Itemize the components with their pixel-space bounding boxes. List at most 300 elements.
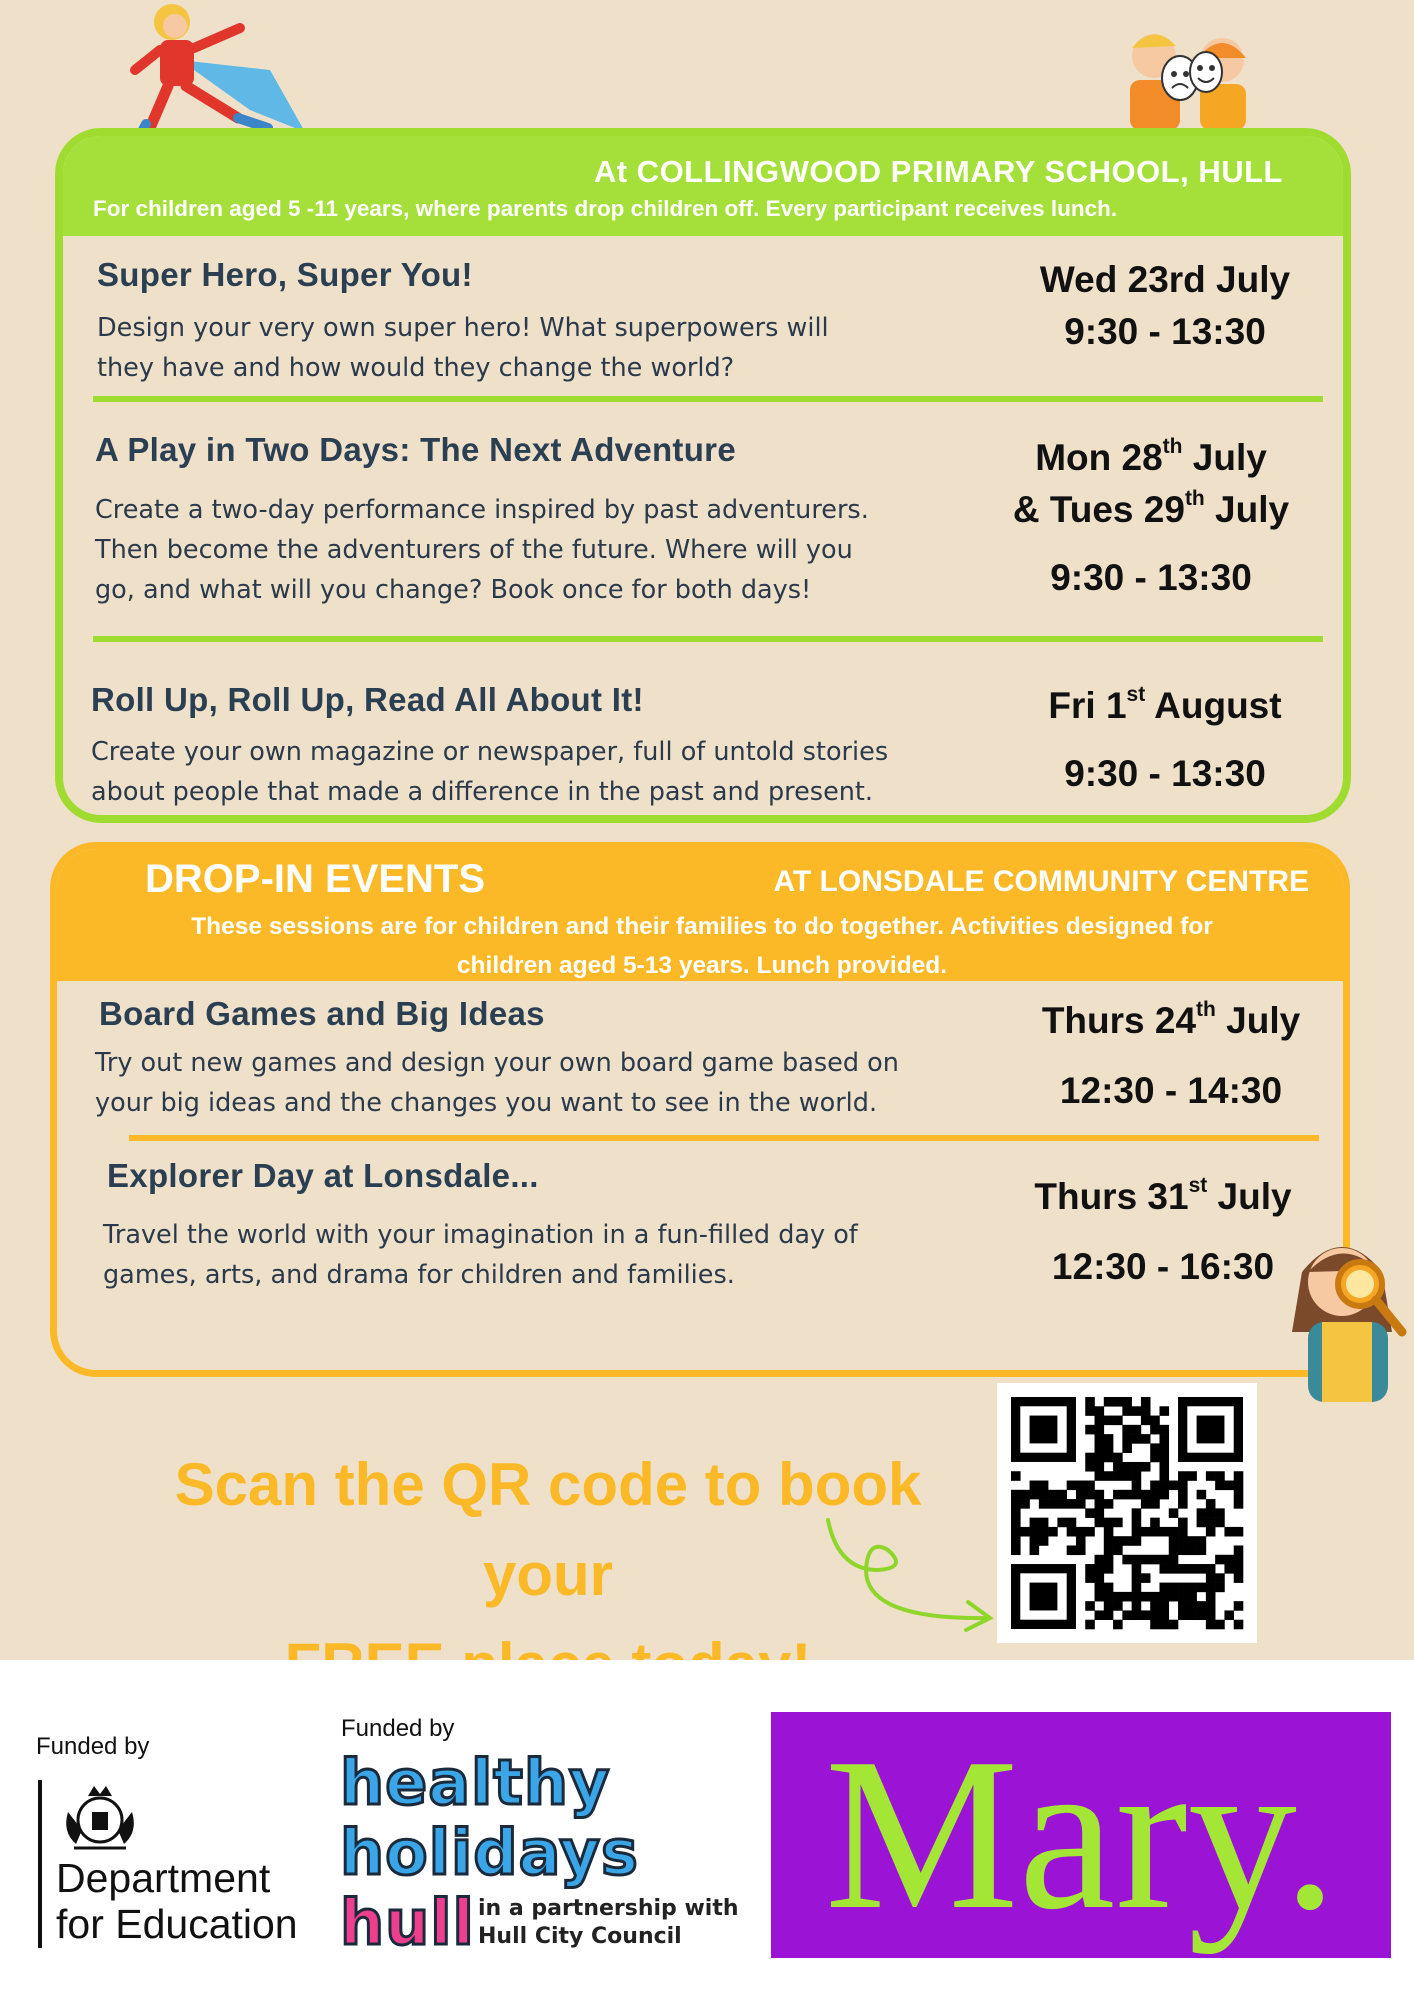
- qr-module: [1234, 1620, 1244, 1630]
- event-date-line: [1005, 680, 1325, 732]
- qr-module: [1095, 1583, 1105, 1593]
- qr-module: [1141, 1416, 1151, 1426]
- qr-module: [1122, 1434, 1132, 1444]
- qr-module: [1159, 1527, 1169, 1537]
- qr-module: [1067, 1499, 1077, 1509]
- qr-module: [1150, 1443, 1160, 1453]
- qr-module: [1030, 1545, 1040, 1555]
- qr-module: [1104, 1564, 1114, 1574]
- qr-module: [1057, 1499, 1067, 1509]
- qr-module: [1067, 1481, 1077, 1491]
- event-title: Explorer Day at Lonsdale...: [107, 1157, 539, 1194]
- qr-module: [1150, 1527, 1160, 1537]
- date-day: & Tues 29: [1012, 489, 1185, 530]
- event-time: 12:30 - 14:30: [1059, 1070, 1283, 1111]
- qr-module: [1122, 1397, 1132, 1407]
- booking-qr-code[interactable]: [997, 1383, 1257, 1643]
- qr-module: [1150, 1518, 1160, 1528]
- qr-module: [1206, 1592, 1216, 1602]
- qr-module: [1187, 1601, 1197, 1611]
- qr-module: [1095, 1490, 1105, 1500]
- qr-module: [1141, 1610, 1151, 1620]
- qr-module: [1057, 1490, 1067, 1500]
- event-divider: [93, 636, 1323, 642]
- hh-partnership-text: [478, 1895, 739, 1951]
- qr-code-icon: [997, 1383, 1257, 1643]
- date-day: Fri 1: [1048, 685, 1127, 726]
- qr-module: [1206, 1518, 1216, 1528]
- qr-module: [1132, 1518, 1142, 1528]
- qr-module: [1159, 1425, 1169, 1435]
- qr-module: [1206, 1583, 1216, 1593]
- event-date: [1005, 680, 1325, 800]
- date-day: Thurs 24: [1041, 1000, 1197, 1041]
- qr-finder-pattern: [1197, 1416, 1225, 1444]
- qr-module: [1048, 1490, 1058, 1500]
- qr-module: [1095, 1518, 1105, 1528]
- qr-module: [1178, 1610, 1188, 1620]
- qr-module: [1095, 1434, 1105, 1444]
- qr-module: [1159, 1434, 1169, 1444]
- hh-partner-line: Hull City Council: [478, 1924, 682, 1949]
- qr-module: [1020, 1490, 1030, 1500]
- event-description: [95, 1043, 1055, 1123]
- curly-arrow-icon: [818, 1510, 1008, 1640]
- qr-module: [1030, 1527, 1040, 1537]
- qr-module: [1169, 1545, 1179, 1555]
- qr-module: [1150, 1555, 1160, 1565]
- qr-module: [1197, 1564, 1207, 1574]
- event-desc-line: about people that made a difference in the past and present.: [91, 777, 874, 807]
- qr-module: [1122, 1536, 1132, 1546]
- qr-module: [1215, 1555, 1225, 1565]
- event-description: [97, 308, 997, 388]
- event-date: [991, 432, 1311, 604]
- qr-module: [1178, 1601, 1188, 1611]
- qr-module: [1085, 1397, 1095, 1407]
- qr-module: [1224, 1610, 1234, 1620]
- qr-module: [1085, 1462, 1095, 1472]
- hh-partner-line: in a partnership with: [478, 1896, 739, 1921]
- qr-module: [1057, 1518, 1067, 1528]
- qr-module: [1215, 1471, 1225, 1481]
- date-month: August: [1145, 685, 1282, 726]
- qr-module: [1215, 1508, 1225, 1518]
- dropin-venue: AT LONSDALE COMMUNITY CENTRE: [773, 865, 1309, 898]
- qr-module: [1122, 1443, 1132, 1453]
- qr-module: [1234, 1545, 1244, 1555]
- date-suffix: th: [1196, 997, 1216, 1021]
- qr-module: [1048, 1527, 1058, 1537]
- qr-module: [1011, 1508, 1021, 1518]
- dfe-logo-text: [56, 1855, 298, 1947]
- qr-module: [1169, 1592, 1179, 1602]
- qr-module: [1076, 1481, 1086, 1491]
- qr-module: [1095, 1592, 1105, 1602]
- qr-module: [1113, 1453, 1123, 1463]
- qr-module: [1095, 1499, 1105, 1509]
- event-description: [95, 490, 995, 610]
- qr-module: [1141, 1406, 1151, 1416]
- qr-module: [1159, 1481, 1169, 1491]
- qr-module: [1095, 1555, 1105, 1565]
- qr-module: [1159, 1610, 1169, 1620]
- event-desc-line: games, arts, and drama for children and families.: [103, 1260, 735, 1290]
- qr-module: [1104, 1610, 1114, 1620]
- qr-module: [1169, 1481, 1179, 1491]
- qr-module: [1122, 1610, 1132, 1620]
- qr-module: [1132, 1573, 1142, 1583]
- qr-module: [1122, 1462, 1132, 1472]
- event-description: [91, 732, 1031, 812]
- mary-logo: [771, 1712, 1391, 1958]
- qr-module: [1076, 1536, 1086, 1546]
- qr-module: [1104, 1434, 1114, 1444]
- qr-module: [1187, 1545, 1197, 1555]
- qr-module: [1224, 1555, 1234, 1565]
- qr-module: [1085, 1601, 1095, 1611]
- qr-module: [1030, 1536, 1040, 1546]
- qr-module: [1206, 1620, 1216, 1630]
- qr-module: [1178, 1536, 1188, 1546]
- qr-module: [1215, 1481, 1225, 1491]
- qr-module: [1085, 1481, 1095, 1491]
- qr-module: [1187, 1610, 1197, 1620]
- qr-module: [1197, 1490, 1207, 1500]
- qr-module: [1095, 1453, 1105, 1463]
- qr-module: [1132, 1481, 1142, 1491]
- qr-module: [1159, 1601, 1169, 1611]
- event-desc-line: Design your very own super hero! What superpowers will: [97, 313, 829, 343]
- qr-module: [1178, 1499, 1188, 1509]
- qr-module: [1150, 1490, 1160, 1500]
- date-month: July: [1182, 437, 1267, 478]
- qr-module: [1215, 1583, 1225, 1593]
- qr-module: [1159, 1620, 1169, 1630]
- event-description: [103, 1215, 1003, 1295]
- qr-module: [1159, 1453, 1169, 1463]
- qr-module: [1169, 1583, 1179, 1593]
- mary-logo-text: Mary.: [824, 1714, 1338, 1955]
- qr-module: [1150, 1620, 1160, 1630]
- qr-module: [1132, 1564, 1142, 1574]
- qr-module: [1178, 1592, 1188, 1602]
- event-desc-line: Create your own magazine or newspaper, full of untold stories: [91, 737, 889, 767]
- date-suffix: st: [1126, 682, 1146, 706]
- qr-module: [1067, 1527, 1077, 1537]
- qr-module: [1141, 1434, 1151, 1444]
- qr-module: [1141, 1555, 1151, 1565]
- date-month: July: [1215, 1000, 1301, 1041]
- qr-module: [1224, 1527, 1234, 1537]
- qr-module: [1132, 1508, 1142, 1518]
- healthy-holidays-logo-word: hull: [340, 1886, 475, 1959]
- qr-module: [1234, 1555, 1244, 1565]
- event-date: [1003, 1171, 1323, 1293]
- qr-module: [1076, 1527, 1086, 1537]
- qr-module: [1150, 1481, 1160, 1491]
- qr-module: [1095, 1471, 1105, 1481]
- qr-module: [1104, 1499, 1114, 1509]
- qr-module: [1159, 1471, 1169, 1481]
- drama-kids-illustration: [1110, 18, 1270, 133]
- qr-module: [1011, 1499, 1021, 1509]
- qr-module: [1159, 1406, 1169, 1416]
- qr-module: [1030, 1490, 1040, 1500]
- qr-module: [1104, 1527, 1114, 1537]
- qr-module: [1141, 1592, 1151, 1602]
- qr-module: [1234, 1471, 1244, 1481]
- qr-module: [1113, 1601, 1123, 1611]
- qr-module: [1085, 1573, 1095, 1583]
- event-date-line: [991, 432, 1311, 484]
- qr-finder-pattern: [1030, 1416, 1058, 1444]
- qr-module: [1113, 1471, 1123, 1481]
- school-venue: At COLLINGWOOD PRIMARY SCHOOL, HULL: [593, 154, 1283, 189]
- qr-module: [1159, 1462, 1169, 1472]
- event-desc-line: Travel the world with your imagination in a fun-filled day of: [103, 1220, 858, 1250]
- qr-module: [1085, 1490, 1095, 1500]
- qr-module: [1132, 1592, 1142, 1602]
- qr-module: [1206, 1499, 1216, 1509]
- qr-module: [1159, 1443, 1169, 1453]
- qr-module: [1141, 1499, 1151, 1509]
- qr-module: [1159, 1592, 1169, 1602]
- qr-module: [1150, 1592, 1160, 1602]
- qr-module: [1104, 1397, 1114, 1407]
- qr-module: [1169, 1555, 1179, 1565]
- qr-finder-pattern: [1030, 1583, 1058, 1611]
- qr-module: [1178, 1481, 1188, 1491]
- qr-module: [1095, 1406, 1105, 1416]
- qr-module: [1197, 1601, 1207, 1611]
- qr-module: [1104, 1453, 1114, 1463]
- dropin-heading: DROP-IN EVENTS: [145, 857, 486, 901]
- qr-module: [1206, 1471, 1216, 1481]
- qr-module: [1141, 1462, 1151, 1472]
- event-desc-line: your big ideas and the changes you want to see in the world.: [95, 1088, 878, 1118]
- qr-module: [1104, 1416, 1114, 1426]
- event-date-line: Wed 23rd July: [1039, 259, 1291, 300]
- healthy-holidays-logo-word: holidays: [340, 1816, 639, 1889]
- qr-module: [1141, 1573, 1151, 1583]
- qr-module: [1095, 1425, 1105, 1435]
- qr-module: [1187, 1471, 1197, 1481]
- dfe-line: Department: [56, 1855, 271, 1901]
- qr-module: [1159, 1564, 1169, 1574]
- qr-module: [1159, 1490, 1169, 1500]
- qr-module: [1234, 1564, 1244, 1574]
- qr-module: [1085, 1406, 1095, 1416]
- qr-module: [1113, 1592, 1123, 1602]
- funded-by-label: Funded by: [36, 1733, 150, 1760]
- qr-module: [1122, 1490, 1132, 1500]
- qr-module: [1234, 1527, 1244, 1537]
- qr-module: [1104, 1592, 1114, 1602]
- qr-module: [1067, 1545, 1077, 1555]
- qr-module: [1197, 1508, 1207, 1518]
- qr-module: [1197, 1583, 1207, 1593]
- cta-line: Scan the QR code to book your: [174, 1451, 922, 1608]
- event-title: Roll Up, Roll Up, Read All About It!: [91, 681, 644, 718]
- qr-module: [1030, 1481, 1040, 1491]
- qr-module: [1132, 1490, 1142, 1500]
- qr-module: [1215, 1573, 1225, 1583]
- qr-module: [1122, 1555, 1132, 1565]
- qr-module: [1206, 1601, 1216, 1611]
- qr-module: [1169, 1564, 1179, 1574]
- event-time: 9:30 - 13:30: [1064, 753, 1266, 794]
- event-desc-line: go, and what will you change? Book once for both days!: [95, 575, 812, 605]
- school-panel-header: [63, 136, 1343, 236]
- qr-module: [1011, 1527, 1021, 1537]
- qr-module: [1234, 1573, 1244, 1583]
- qr-module: [1150, 1425, 1160, 1435]
- qr-module: [1104, 1471, 1114, 1481]
- date-day: Mon 28: [1035, 437, 1163, 478]
- qr-module: [1215, 1620, 1225, 1630]
- event-desc-line: Then become the adventurers of the future. Where will you: [95, 535, 853, 565]
- event-date-line: [1003, 1171, 1323, 1223]
- qr-module: [1197, 1536, 1207, 1546]
- qr-module: [1132, 1583, 1142, 1593]
- qr-module: [1076, 1499, 1086, 1509]
- qr-module: [1011, 1545, 1021, 1555]
- qr-module: [1020, 1527, 1030, 1537]
- qr-module: [1197, 1518, 1207, 1528]
- qr-module: [1132, 1406, 1142, 1416]
- qr-module: [1104, 1555, 1114, 1565]
- qr-module: [1085, 1425, 1095, 1435]
- dropin-subtitle-line: children aged 5-13 years. Lunch provided.: [456, 952, 948, 979]
- school-subtitle: For children aged 5 -11 years, where parents drop children off. Every participant receives lunch.: [93, 196, 1118, 221]
- qr-module: [1011, 1471, 1021, 1481]
- event-title: Board Games and Big Ideas: [99, 995, 545, 1032]
- qr-module: [1141, 1527, 1151, 1537]
- qr-module: [1224, 1564, 1234, 1574]
- event-title: Super Hero, Super You!: [97, 256, 473, 293]
- qr-module: [1132, 1434, 1142, 1444]
- funded-by-label: Funded by: [341, 1715, 455, 1742]
- qr-module: [1039, 1481, 1049, 1491]
- event-date-line: [991, 484, 1311, 536]
- qr-module: [1011, 1490, 1021, 1500]
- event-date-line: [1011, 995, 1331, 1047]
- qr-module: [1039, 1518, 1049, 1528]
- qr-module: [1234, 1499, 1244, 1509]
- qr-module: [1178, 1490, 1188, 1500]
- date-suffix: th: [1162, 434, 1183, 458]
- qr-module: [1085, 1508, 1095, 1518]
- qr-module: [1113, 1545, 1123, 1555]
- qr-module: [1095, 1573, 1105, 1583]
- royal-crest-icon: [60, 1782, 140, 1856]
- qr-module: [1104, 1601, 1114, 1611]
- qr-module: [1076, 1490, 1086, 1500]
- qr-module: [1113, 1536, 1123, 1546]
- qr-module: [1234, 1490, 1244, 1500]
- qr-module: [1104, 1518, 1114, 1528]
- qr-module: [1122, 1592, 1132, 1602]
- qr-module: [1020, 1499, 1030, 1509]
- qr-module: [1113, 1397, 1123, 1407]
- dropin-subtitle: [87, 907, 1317, 985]
- qr-module: [1169, 1620, 1179, 1630]
- qr-module: [1011, 1518, 1021, 1528]
- qr-module: [1132, 1536, 1142, 1546]
- qr-module: [1095, 1462, 1105, 1472]
- qr-module: [1206, 1564, 1216, 1574]
- qr-module: [1085, 1527, 1095, 1537]
- qr-module: [1104, 1536, 1114, 1546]
- dropin-panel-header: [57, 849, 1343, 981]
- qr-module: [1067, 1518, 1077, 1528]
- qr-module: [1039, 1499, 1049, 1509]
- qr-module: [1159, 1583, 1169, 1593]
- qr-module: [1085, 1453, 1095, 1463]
- qr-module: [1095, 1610, 1105, 1620]
- event-date: [1005, 254, 1325, 358]
- qr-module: [1104, 1443, 1114, 1453]
- qr-module: [1011, 1536, 1021, 1546]
- qr-module: [1122, 1406, 1132, 1416]
- qr-module: [1178, 1545, 1188, 1555]
- qr-module: [1113, 1518, 1123, 1528]
- qr-module: [1085, 1564, 1095, 1574]
- event-time: 9:30 - 13:30: [1064, 311, 1266, 352]
- qr-module: [1048, 1499, 1058, 1509]
- event-date: [1011, 995, 1331, 1117]
- qr-module: [1039, 1536, 1049, 1546]
- qr-module: [1197, 1610, 1207, 1620]
- event-divider: [93, 396, 1323, 402]
- qr-module: [1187, 1564, 1197, 1574]
- qr-module: [1113, 1462, 1123, 1472]
- qr-module: [1234, 1481, 1244, 1491]
- date-month: July: [1204, 489, 1290, 530]
- qr-module: [1122, 1425, 1132, 1435]
- qr-module: [1150, 1499, 1160, 1509]
- event-time: 12:30 - 16:30: [1051, 1246, 1275, 1287]
- healthy-holidays-logo-word: healthy: [340, 1746, 611, 1819]
- qr-module: [1215, 1518, 1225, 1528]
- event-title: A Play in Two Days: The Next Adventure: [95, 431, 736, 468]
- qr-module: [1030, 1518, 1040, 1528]
- dropin-events-panel: [50, 842, 1350, 1377]
- qr-module: [1206, 1527, 1216, 1537]
- qr-module: [1178, 1564, 1188, 1574]
- qr-module: [1113, 1620, 1123, 1630]
- qr-module: [1169, 1508, 1179, 1518]
- event-divider: [129, 1135, 1319, 1141]
- qr-module: [1178, 1527, 1188, 1537]
- superhero-illustration: [120, 0, 310, 140]
- qr-module: [1132, 1425, 1142, 1435]
- qr-module: [1095, 1508, 1105, 1518]
- school-events-panel: [55, 128, 1351, 823]
- dropin-subtitle-line: These sessions are for children and their families to do together. Activities designed for: [191, 913, 1213, 940]
- qr-module: [1132, 1601, 1142, 1611]
- qr-module: [1113, 1490, 1123, 1500]
- qr-module: [1187, 1583, 1197, 1593]
- date-day: Thurs 31: [1034, 1176, 1189, 1217]
- qr-module: [1150, 1416, 1160, 1426]
- event-desc-line: they have and how would they change the world?: [97, 353, 735, 383]
- qr-module: [1104, 1583, 1114, 1593]
- qr-module: [1132, 1610, 1142, 1620]
- qr-module: [1178, 1583, 1188, 1593]
- qr-module: [1122, 1471, 1132, 1481]
